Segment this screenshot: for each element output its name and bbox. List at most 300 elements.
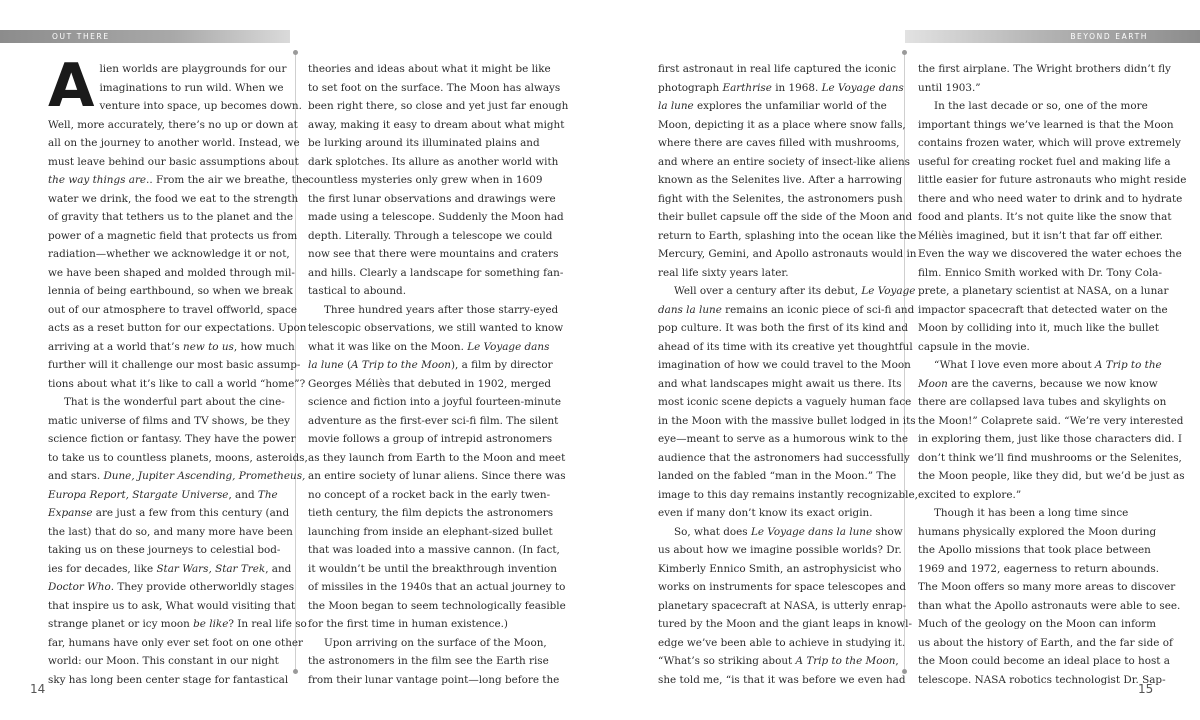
text-line <box>918 578 1176 597</box>
text-line <box>918 338 1156 357</box>
text-run: movie follows a group of intrepid astronomers <box>308 433 553 445</box>
text-line <box>308 597 566 616</box>
text-run: The Moon offers so many more areas to discover <box>918 581 1176 593</box>
text-line <box>48 116 298 135</box>
text-line <box>918 523 1156 542</box>
text-run: in the Moon with the massive bullet lodged in its <box>658 414 916 427</box>
text-line <box>308 338 550 357</box>
text-run: ? In real life so <box>228 618 307 630</box>
text-line <box>48 523 293 542</box>
italic-title: Doctor Who <box>48 581 111 593</box>
text-line <box>918 134 1181 153</box>
text-run: Mercury, Gemini, and Apollo astronauts would in <box>658 248 917 260</box>
text-line <box>658 97 896 116</box>
text-run: away, making it easy to dream about what might <box>308 118 565 131</box>
text-run: that inspire us to ask, What would visiting that <box>48 599 296 612</box>
text-line <box>308 412 559 431</box>
text-line <box>658 375 902 394</box>
text-run: be lurking around its illuminated plains and <box>308 137 540 149</box>
text-line <box>48 171 309 190</box>
text-line <box>918 467 1185 486</box>
text-line <box>918 208 1172 227</box>
text-run: ahead of its time with its creative yet thoughtful <box>658 340 913 353</box>
text-line <box>658 412 916 431</box>
page-number-right: 15 <box>1138 682 1154 696</box>
italic-title: Dune, Jupiter Ascending, Prometheus, <box>103 470 306 482</box>
text-line <box>48 338 295 357</box>
text-line <box>658 430 909 449</box>
text-line <box>48 375 306 394</box>
text-run: That is the wonderful part about the cine- <box>64 396 285 408</box>
text-run: pop culture. It was both the first of its kind and <box>658 322 909 334</box>
text-line <box>308 227 553 246</box>
text-run: Moon by colliding into it, much like the bullet <box>918 322 1159 334</box>
text-run: audience that the astronomers had successfully <box>658 451 910 464</box>
text-run: , and <box>228 488 258 501</box>
text-line <box>308 615 546 634</box>
text-run: ies for decades, like <box>48 562 157 575</box>
text-run: that was loaded into a massive cannon. (In fact, <box>308 544 560 556</box>
italic-title: new to us <box>183 340 234 353</box>
text-line <box>308 134 546 153</box>
text-run: us about the history of Earth, and the far side of <box>918 636 1173 649</box>
text-run: first astronaut in real life captured the iconic <box>658 63 897 75</box>
italic-title: Le Voyage dans <box>821 81 904 94</box>
text-run: prete, a planetary scientist at NASA, on a lunar <box>918 285 1169 297</box>
text-run: telescope. NASA robotics technologist Dr. Sap- <box>918 673 1166 686</box>
text-line <box>658 467 896 486</box>
text-line <box>658 338 913 357</box>
text-run: countless mysteries only grew when in 1609 <box>308 174 543 186</box>
text-run: out of our atmosphere to travel offworld, space <box>48 303 297 316</box>
text-run: don’t think we’ll find mushrooms or the Selenites, <box>918 451 1182 464</box>
text-line <box>658 227 917 246</box>
text-line <box>658 319 909 338</box>
text-run: tieth century, the film depicts the astronomers <box>308 507 554 519</box>
text-line <box>658 153 910 172</box>
text-run: known as the Selenites live. After a harrowing <box>658 174 903 186</box>
text-run: . They provide otherworldly stages <box>110 581 295 593</box>
text-run: to take us to countless planets, moons, asteroids, <box>48 451 308 464</box>
text-line <box>308 523 553 542</box>
text-run: useful for creating rocket fuel and making life a <box>918 155 1171 168</box>
text-run: food and plants. It’s not quite like the snow that <box>918 211 1172 223</box>
text-line <box>918 319 1159 338</box>
text-run: are the caverns, because we now know <box>947 377 1158 390</box>
text-run: the first lunar observations and drawings were <box>308 192 556 205</box>
text-run: no concept of a rocket back in the early twen- <box>308 488 551 501</box>
text-column-2 <box>308 60 569 689</box>
drop-cap: A <box>48 51 95 121</box>
italic-title: A Trip to the Moon <box>351 359 451 371</box>
text-run: Méliès imagined, but it isn’t that far off either. <box>918 229 1163 242</box>
text-run: an entire society of lunar aliens. Since there was <box>308 470 566 482</box>
text-run: “What’s so striking about <box>658 655 796 667</box>
text-run: the Moon began to seem technologically feasible <box>308 599 566 612</box>
text-run: remains an iconic piece of sci-fi and <box>721 303 915 316</box>
text-line <box>658 541 902 560</box>
text-line <box>48 264 295 283</box>
text-line <box>48 393 286 412</box>
text-run: until 1903.” <box>918 81 981 94</box>
text-column-1 <box>48 51 309 689</box>
text-run: we have been shaped and molded through mil- <box>48 266 295 279</box>
text-run: from their lunar vantage point—long before the <box>308 673 560 686</box>
italic-title: Le Voyage dans la lune <box>750 525 873 538</box>
text-run: real life sixty years later. <box>658 266 789 279</box>
text-run: far, humans have only ever set foot on one other <box>48 636 304 649</box>
text-run: the Moon could become an ideal place to host a <box>918 655 1170 667</box>
text-run: in exploring them, just like those characters did. I <box>918 433 1182 445</box>
text-line <box>918 264 1162 283</box>
text-line <box>658 301 915 320</box>
text-line <box>658 634 906 653</box>
text-line <box>658 449 910 468</box>
text-line <box>658 671 906 690</box>
text-line <box>308 430 553 449</box>
text-line <box>308 504 554 523</box>
text-line <box>48 301 297 320</box>
text-line <box>48 430 296 449</box>
text-line <box>658 116 906 135</box>
text-run: impactor spacecraft that detected water on the <box>918 303 1168 316</box>
text-run: Well, more accurately, there’s no up or down at <box>48 118 298 131</box>
text-run: all on the journey to another world. Instead, we <box>48 137 300 149</box>
text-line <box>918 541 1156 560</box>
text-line <box>658 79 904 98</box>
text-run: world: our Moon. This constant in our night <box>48 655 279 667</box>
text-run: of missiles in the 1940s that an actual journey to <box>308 581 566 593</box>
text-line <box>658 134 900 153</box>
text-line <box>918 504 1156 523</box>
text-run: the last) that do so, and many more have been <box>48 525 293 538</box>
text-run: further will it challenge our most basic assump- <box>48 359 301 371</box>
text-run: , and <box>265 562 292 575</box>
text-run: show <box>872 525 903 538</box>
text-line <box>918 634 1173 653</box>
text-line <box>48 578 295 597</box>
italic-title: dans la lune <box>658 303 722 316</box>
text-line <box>48 560 292 579</box>
text-run: now see that there were mountains and craters <box>308 248 559 260</box>
text-run: the first airplane. The Wright brothers didn’t fly <box>918 63 1171 75</box>
text-run: are just a few from this century (and <box>92 507 290 519</box>
text-run: the Moon people, like they did, but we’d be just as <box>918 470 1185 482</box>
text-line <box>658 245 917 264</box>
text-line <box>308 116 565 135</box>
text-run: Upon arriving on the surface of the Moon, <box>324 636 547 649</box>
text-run: adventure as the first-ever sci-fi film. The silent <box>308 414 559 427</box>
text-line <box>918 356 1162 375</box>
text-line <box>308 671 560 690</box>
text-run: Much of the geology on the Moon can inform <box>918 618 1156 630</box>
text-run: the Moon!” Colaprete said. “We’re very interested <box>918 414 1184 427</box>
text-run: than what the Apollo astronauts were able to see. <box>918 599 1181 612</box>
text-run: Moon, depicting it as a place where snow falls, <box>658 118 906 131</box>
italic-title: la lune <box>308 359 344 371</box>
text-line <box>658 523 903 542</box>
text-run: lien worlds are playgrounds for our <box>99 63 287 75</box>
text-line <box>308 208 564 227</box>
text-line <box>658 282 916 301</box>
text-run: arriving at a world that’s <box>48 340 184 353</box>
text-run: venture into space, up becomes down. <box>99 100 302 112</box>
text-line <box>48 467 306 486</box>
text-line <box>918 245 1182 264</box>
text-line <box>658 597 907 616</box>
text-line <box>918 449 1182 468</box>
running-header-left <box>0 30 290 43</box>
text-line <box>48 541 286 560</box>
text-column-3 <box>658 60 918 689</box>
text-run: been right there, so close and yet just far enough <box>308 100 569 112</box>
text-line <box>918 60 1171 79</box>
italic-title: the way things are. <box>48 174 150 186</box>
italic-title: Earthrise <box>722 81 772 94</box>
text-line <box>658 171 903 190</box>
text-run: theories and ideas about what it might be like <box>308 63 551 75</box>
running-header-right <box>905 30 1200 43</box>
italic-title: la lune <box>658 100 694 112</box>
text-line <box>48 504 290 523</box>
text-run: , how much <box>233 340 295 353</box>
text-line <box>308 245 559 264</box>
text-line <box>918 79 1156 98</box>
text-line <box>308 541 560 560</box>
text-line <box>918 116 1174 135</box>
text-run: image to this day remains instantly recognizable, <box>658 488 918 501</box>
text-run: tions about what it’s like to call a world “home”? <box>48 377 306 390</box>
text-line <box>918 171 1187 190</box>
text-line <box>48 671 289 690</box>
italic-title: Moon <box>918 377 948 390</box>
text-line <box>308 282 546 301</box>
text-line <box>48 319 307 338</box>
text-line <box>308 171 546 190</box>
text-run: made using a telescope. Suddenly the Moon had <box>308 211 564 223</box>
text-line <box>918 597 1181 616</box>
text-run: their bullet capsule off the side of the Moon and <box>658 211 913 223</box>
text-line <box>48 597 296 616</box>
text-run: sky has long been center stage for fantastical <box>48 673 289 686</box>
text-line <box>308 652 549 671</box>
text-run: fight with the Selenites, the astronomers push <box>658 192 903 205</box>
text-line <box>308 560 557 579</box>
text-run: water we drink, the food we eat to the strength <box>48 192 299 205</box>
italic-title: A Trip to the <box>1094 359 1162 371</box>
text-run: Though it has been a long time since <box>934 507 1129 519</box>
text-run: humans physically explored the Moon during <box>918 525 1157 538</box>
text-run: photograph <box>658 81 723 94</box>
text-run: landed on the fabled “man in the Moon.” The <box>658 470 897 482</box>
text-run: science and fiction into a joyful fourteen-minute <box>308 396 562 408</box>
text-line <box>308 264 564 283</box>
text-line <box>48 208 293 227</box>
text-run: In the last decade or so, one of the more <box>934 100 1148 112</box>
text-line <box>48 652 286 671</box>
text-run: and hills. Clearly a landscape for something fan- <box>308 266 564 279</box>
text-run: there and who need water to drink and to hydrate <box>918 192 1183 205</box>
text-line <box>48 615 307 634</box>
text-run: the astronomers in the film see the Earth rise <box>308 655 549 667</box>
text-run: telescopic observations, we still wanted to know <box>308 322 564 334</box>
text-line <box>48 634 304 653</box>
italic-title: Le Voyage <box>861 285 916 297</box>
text-line <box>658 208 913 227</box>
running-header-left-text: OUT THERE <box>52 32 110 41</box>
text-line <box>308 79 561 98</box>
text-run: Georges Méliès that debuted in 1902, merged <box>308 377 552 390</box>
text-run: works on instruments for space telescopes and <box>658 581 906 593</box>
italic-title: A Trip to the Moon <box>795 655 896 667</box>
text-line <box>308 393 562 412</box>
text-run: in 1968. <box>771 81 822 94</box>
text-line <box>918 375 1156 394</box>
text-line <box>658 393 912 412</box>
text-line <box>918 227 1163 246</box>
text-line <box>48 412 290 431</box>
text-line <box>308 356 553 375</box>
text-run: Even the way we discovered the water echoes the <box>918 248 1182 260</box>
text-line <box>658 578 906 597</box>
text-run: eye—meant to serve as a humorous wink to the <box>658 433 909 445</box>
text-run: depth. Literally. Through a telescope we could <box>308 229 553 242</box>
text-run: must leave behind our basic assumptions about <box>48 155 299 168</box>
text-run: science fiction or fantasy. They have the power <box>48 433 296 445</box>
italic-title: Star Wars, Star Trek <box>156 562 266 575</box>
text-run: Three hundred years after those starry-eyed <box>324 303 559 316</box>
text-line <box>918 282 1169 301</box>
text-run: imagination of how we could travel to the Moon <box>658 359 911 371</box>
running-header-right-text: BEYOND EARTH <box>1070 32 1148 41</box>
text-run: tured by the Moon and the giant leaps in knowl- <box>658 618 912 630</box>
text-line <box>308 301 559 320</box>
text-run: it wouldn’t be until the breakthrough invention <box>308 562 557 575</box>
text-run: . From the air we breathe, the <box>149 174 309 186</box>
text-run: Kimberly Ennico Smith, an astrophysicist who <box>658 562 902 575</box>
text-line <box>918 430 1182 449</box>
text-line <box>48 486 286 505</box>
text-run: ( <box>343 359 352 371</box>
text-line <box>308 449 566 468</box>
text-line <box>918 486 1156 505</box>
text-line <box>658 560 902 579</box>
text-line <box>48 190 299 209</box>
text-run: and stars. <box>48 470 104 482</box>
text-line <box>308 375 552 394</box>
text-line <box>658 190 903 209</box>
text-run: where there are caves filled with mushrooms, <box>658 137 900 149</box>
text-run: even if many don’t know its exact origin. <box>658 507 873 519</box>
text-run: taking us on these journeys to celestial bod- <box>48 544 281 556</box>
text-line <box>918 671 1166 690</box>
text-line <box>918 393 1167 412</box>
text-line <box>48 282 293 301</box>
text-line <box>918 652 1170 671</box>
text-run: and where an entire society of insect-like aliens <box>658 155 910 168</box>
text-run: radiation—whether we acknowledge it or not, <box>48 248 290 260</box>
text-line <box>308 97 569 116</box>
text-line <box>658 652 899 671</box>
text-run: she told me, “is that it was before we even had <box>658 673 906 686</box>
text-line <box>308 578 566 597</box>
text-run: excited to explore.” <box>918 488 1022 501</box>
text-run: acts as a reset button for our expectations. Upon <box>48 322 307 334</box>
text-run: imaginations to run wild. When we <box>99 81 284 94</box>
page-number-left: 14 <box>30 682 46 696</box>
text-line <box>308 153 559 172</box>
text-run: to set foot on the surface. The Moon has always <box>308 81 561 94</box>
text-run: So, what does <box>674 525 751 538</box>
text-run: for the first time in human existence.) <box>308 618 508 630</box>
text-line <box>918 153 1171 172</box>
text-run: film. Ennico Smith worked with Dr. Tony Cola- <box>918 266 1162 279</box>
text-line <box>658 264 896 283</box>
text-line <box>308 60 551 79</box>
italic-title: be like <box>193 618 229 630</box>
text-line <box>918 615 1156 634</box>
text-line <box>918 190 1183 209</box>
text-run: 1969 and 1972, eagerness to return abounds. <box>918 562 1160 575</box>
text-run: little easier for future astronauts who might reside <box>918 174 1187 186</box>
italic-title: The <box>257 488 278 501</box>
text-line <box>658 60 896 79</box>
text-run: tastical to abound. <box>308 285 407 297</box>
text-line <box>918 97 1156 116</box>
text-line <box>48 356 301 375</box>
text-run: of gravity that tethers us to the planet and the <box>48 211 293 223</box>
text-run: there are collapsed lava tubes and skylights on <box>918 396 1167 408</box>
text-run: important things we’ve learned is that the Moon <box>918 118 1174 131</box>
text-run: most iconic scene depicts a vaguely human face <box>658 396 912 408</box>
text-line <box>48 134 300 153</box>
text-line <box>48 227 298 246</box>
text-run: us about how we imagine possible worlds? Dr. <box>658 544 902 556</box>
text-line <box>308 190 556 209</box>
text-line <box>308 486 551 505</box>
text-line <box>658 486 918 505</box>
text-run: “What I love even more about <box>934 359 1095 371</box>
text-run: dark splotches. Its allure as another world with <box>308 155 559 168</box>
text-run: return to Earth, splashing into the ocean like the <box>658 229 917 242</box>
text-line <box>658 356 911 375</box>
text-line <box>308 634 546 653</box>
text-run: power of a magnetic field that protects us from <box>48 229 298 242</box>
italic-title: Expanse <box>48 507 93 519</box>
text-run: contains frozen water, which will prove extremely <box>918 137 1181 149</box>
text-line <box>658 615 912 634</box>
text-line <box>48 449 308 468</box>
text-run: lennia of being earthbound, so when we break <box>48 285 293 297</box>
italic-title: Europa Report, Stargate Universe <box>48 488 229 501</box>
text-run: planetary spacecraft at NASA, is utterly enrap- <box>658 599 907 612</box>
text-run: the Apollo missions that took place between <box>918 544 1151 556</box>
text-run: capsule in the movie. <box>918 340 1030 353</box>
text-column-4 <box>918 60 1187 689</box>
text-line <box>918 412 1184 431</box>
text-line <box>48 245 290 264</box>
text-line <box>918 301 1168 320</box>
text-run: Well over a century after its debut, <box>674 285 862 297</box>
italic-title: Le Voyage dans <box>467 340 550 353</box>
text-line <box>48 153 299 172</box>
text-line <box>658 504 896 523</box>
text-run: matic universe of films and TV shows, be they <box>48 414 290 427</box>
text-line <box>308 467 566 486</box>
text-run: launching from inside an elephant-sized bullet <box>308 525 553 538</box>
text-run: , <box>895 655 899 667</box>
text-line <box>918 560 1160 579</box>
